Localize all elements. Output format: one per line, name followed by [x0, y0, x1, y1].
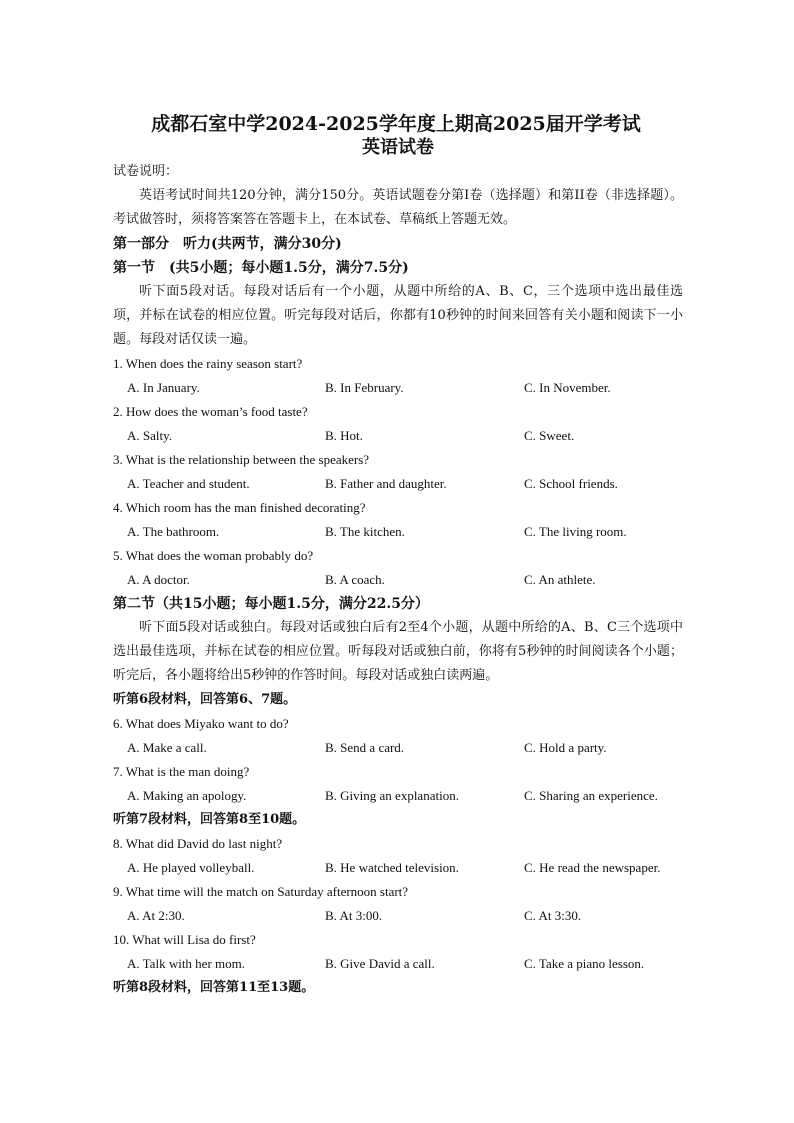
option-c: C. School friends. — [524, 476, 618, 491]
question-text: 5. What does the woman probably do? — [113, 548, 314, 563]
question-text: 7. What is the man doing? — [113, 764, 250, 779]
options-row — [113, 736, 683, 760]
group-heading-6: 听第6段材料，回答第6、7题。 — [113, 692, 297, 707]
section2-instructions: 听下面5段对话或独白。每段对话或独白后有2至4个小题，从题中所给的A、B、C三个选项中选出最佳选项，并标在试卷的相应位置。听每段对话或独白前，你将有5秒钟的时间阅读各个小题；听完后，各小题将给出5秒钟的作答时间。每段对话或独白读两遍。 — [113, 620, 683, 683]
part1-heading: 第一部分 听力(共两节，满分30分) — [113, 236, 342, 252]
question-5 — [113, 544, 683, 592]
question-9 — [113, 880, 683, 928]
options-row — [113, 424, 683, 448]
option-b: B. A coach. — [325, 572, 385, 587]
option-c: C. In November. — [524, 380, 611, 395]
option-c: C. Sharing an experience. — [524, 788, 658, 803]
exam-page — [113, 112, 683, 1000]
option-a: A. Making an apology. — [127, 788, 247, 803]
option-b: B. Give David a call. — [325, 956, 435, 971]
option-c: C. Hold a party. — [524, 740, 607, 755]
option-a: A. He played volleyball. — [127, 860, 255, 875]
intro-label: 试卷说明： — [113, 164, 179, 179]
option-b: B. Hot. — [325, 428, 363, 443]
option-c: C. The living room. — [524, 524, 627, 539]
question-7 — [113, 760, 683, 808]
question-4 — [113, 496, 683, 544]
option-c: C. At 3:30. — [524, 908, 582, 923]
option-a: A. Salty. — [127, 428, 173, 443]
options-row — [113, 904, 683, 928]
option-c: C. Sweet. — [524, 428, 575, 443]
option-a: A. At 2:30. — [127, 908, 185, 923]
section2-heading: 第二节（共15小题；每小题1.5分，满分22.5分） — [113, 596, 429, 612]
question-text: 10. What will Lisa do first? — [113, 932, 256, 947]
option-a: A. The bathroom. — [127, 524, 220, 539]
question-10 — [113, 928, 683, 976]
options-row — [113, 568, 683, 592]
options-row — [113, 520, 683, 544]
options-row — [113, 784, 683, 808]
options-row — [113, 856, 683, 880]
question-3 — [113, 448, 683, 496]
question-text: 6. What does Miyako want to do? — [113, 716, 289, 731]
option-b: B. In February. — [325, 380, 404, 395]
section1-instructions: 听下面5段对话。每段对话后有一个小题，从题中所给的A、B、C，三个选项中选出最佳选项，并标在试卷的相应位置。听完每段对话后，你都有10秒钟的时间来回答有关小题和阅读下一小题。每段对话仅读一遍。 — [113, 284, 683, 347]
group-heading-8: 听第8段材料，回答第11至13题。 — [113, 980, 315, 995]
question-text: 8. What did David do last night? — [113, 836, 283, 851]
exam-title: 成都石室中学2024-2025学年度上期高2025届开学考试 — [151, 113, 641, 135]
question-text: 1. When does the rainy season start? — [113, 356, 303, 371]
option-b: B. At 3:00. — [325, 908, 383, 923]
options-row — [113, 472, 683, 496]
options-row — [113, 376, 683, 400]
option-a: A. Make a call. — [127, 740, 207, 755]
option-a: A. Teacher and student. — [127, 476, 250, 491]
option-a: A. In January. — [127, 380, 200, 395]
exam-subtitle: 英语试卷 — [362, 137, 434, 158]
option-b: B. Send a card. — [325, 740, 405, 755]
option-c: C. He read the newspaper. — [524, 860, 661, 875]
question-text: 3. What is the relationship between the speakers? — [113, 452, 370, 467]
option-a: A. A doctor. — [127, 572, 190, 587]
question-8 — [113, 832, 683, 880]
question-1 — [113, 352, 683, 400]
question-6 — [113, 712, 683, 760]
option-b: B. The kitchen. — [325, 524, 405, 539]
question-text: 9. What time will the match on Saturday afternoon start? — [113, 884, 409, 899]
option-b: B. Giving an explanation. — [325, 788, 459, 803]
question-text: 4. Which room has the man finished decorating? — [113, 500, 366, 515]
option-b: B. He watched television. — [325, 860, 459, 875]
option-b: B. Father and daughter. — [325, 476, 447, 491]
question-text: 2. How does the woman’s food taste? — [113, 404, 308, 419]
options-row — [113, 952, 683, 976]
intro-text: 英语考试时间共120分钟，满分150分。英语试题卷分第I卷（选择题）和第II卷（非选择题）。考试做答时，须将答案答在答题卡上，在本试卷、草稿纸上答题无效。 — [113, 188, 683, 227]
option-c: C. Take a piano lesson. — [524, 956, 645, 971]
option-c: C. An athlete. — [524, 572, 596, 587]
option-a: A. Talk with her mom. — [127, 956, 246, 971]
group-heading-7: 听第7段材料，回答第8至10题。 — [113, 812, 306, 827]
section1-heading: 第一节 (共5小题；每小题1.5分，满分7.5分) — [113, 260, 409, 276]
question-2 — [113, 400, 683, 448]
